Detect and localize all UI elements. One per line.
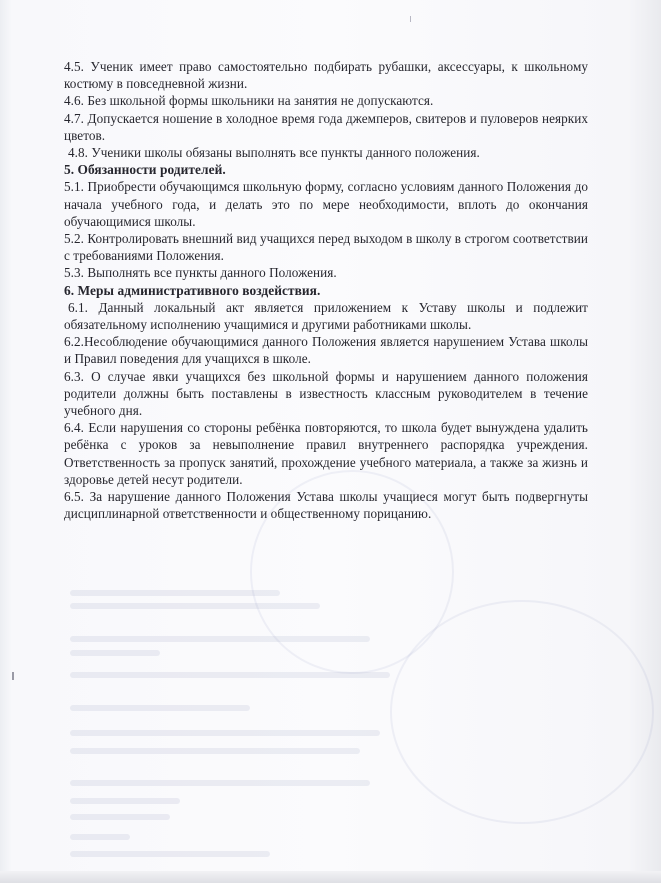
- bleed-through-line: [70, 730, 380, 736]
- clause-5-2: 5.2. Контролировать внешний вид учащихся перед выходом в школу в строгом соответствии с требованиями Положения.: [64, 231, 588, 264]
- clause-6-3: 6.3. О случае явки учащихся без школьной формы и нарушением данного положения родители должны быть поставлены в известность классным руководителем в течение учебного дня.: [64, 368, 588, 419]
- scan-bottom-edge: [0, 871, 661, 883]
- bleed-through-line: [70, 851, 270, 857]
- clause-4-5: 4.5. Ученик имеет право самостоятельно подбирать рубашки, аксессуары, к школьному костюму в повседневной жизни.: [64, 59, 588, 92]
- bleed-through-line: [70, 672, 390, 678]
- bleed-through-line: [70, 636, 370, 642]
- clause-4-8: 4.8. Ученики школы обязаны выполнять все пункты данного положения.: [68, 145, 480, 161]
- bleed-through-line: [70, 650, 160, 656]
- section-5-heading: 5. Обязанности родителей.: [64, 162, 226, 178]
- clause-5-3: 5.3. Выполнять все пункты данного Положения.: [64, 265, 337, 281]
- scan-edge-mark: [12, 672, 14, 680]
- bleed-through-line: [70, 705, 250, 711]
- section-6-heading: 6. Меры административного воздействия.: [64, 282, 321, 298]
- bleed-through-line: [70, 603, 320, 609]
- clause-4-7: 4.7. Допускается ношение в холодное время года джемперов, свитеров и пуловеров неярких цветов.: [64, 110, 588, 143]
- bleed-through-line: [70, 590, 280, 596]
- clause-5-1: 5.1. Приобрести обучающимся школьную форму, согласно условиям данного Положения до начала учебного года, и делать это по мере необходимости, вплоть до окончания обучающимися школы.: [64, 179, 588, 229]
- clause-6-4: 6.4. Если нарушения со стороны ребёнка повторяются, то школа будет вынуждена удалить ребёнка с уроков за невыполнение правил внутреннего распорядка учреждения. Ответственность за пропуск занятий, прохождение учебного материала, а также за жизнь и здоровье детей несут родители.: [64, 420, 588, 487]
- bleed-through-line: [70, 798, 180, 804]
- clause-6-2: 6.2.Несоблюдение обучающимися данного Положения является нарушением Устава школы и Правил поведения для учащихся в школе.: [64, 334, 588, 367]
- bleed-through-line: [70, 834, 130, 840]
- document-body: [64, 58, 588, 522]
- scan-speck: [410, 16, 411, 22]
- bleed-through-line: [70, 814, 170, 820]
- bleed-through-line: [70, 748, 360, 754]
- clause-6-1: 6.1. Данный локальный акт является приложением к Уставу школы и подлежит обязательному исполнению учащимися и другими работниками школы.: [64, 299, 588, 333]
- clause-4-6: 4.6. Без школьной формы школьники на занятия не допускаются.: [64, 93, 434, 109]
- clause-6-5: 6.5. За нарушение данного Положения Устава школы учащиеся могут быть подвергнуты дисциплинарной ответственности и общественному порицанию.: [64, 489, 588, 522]
- bleed-through-line: [70, 780, 370, 786]
